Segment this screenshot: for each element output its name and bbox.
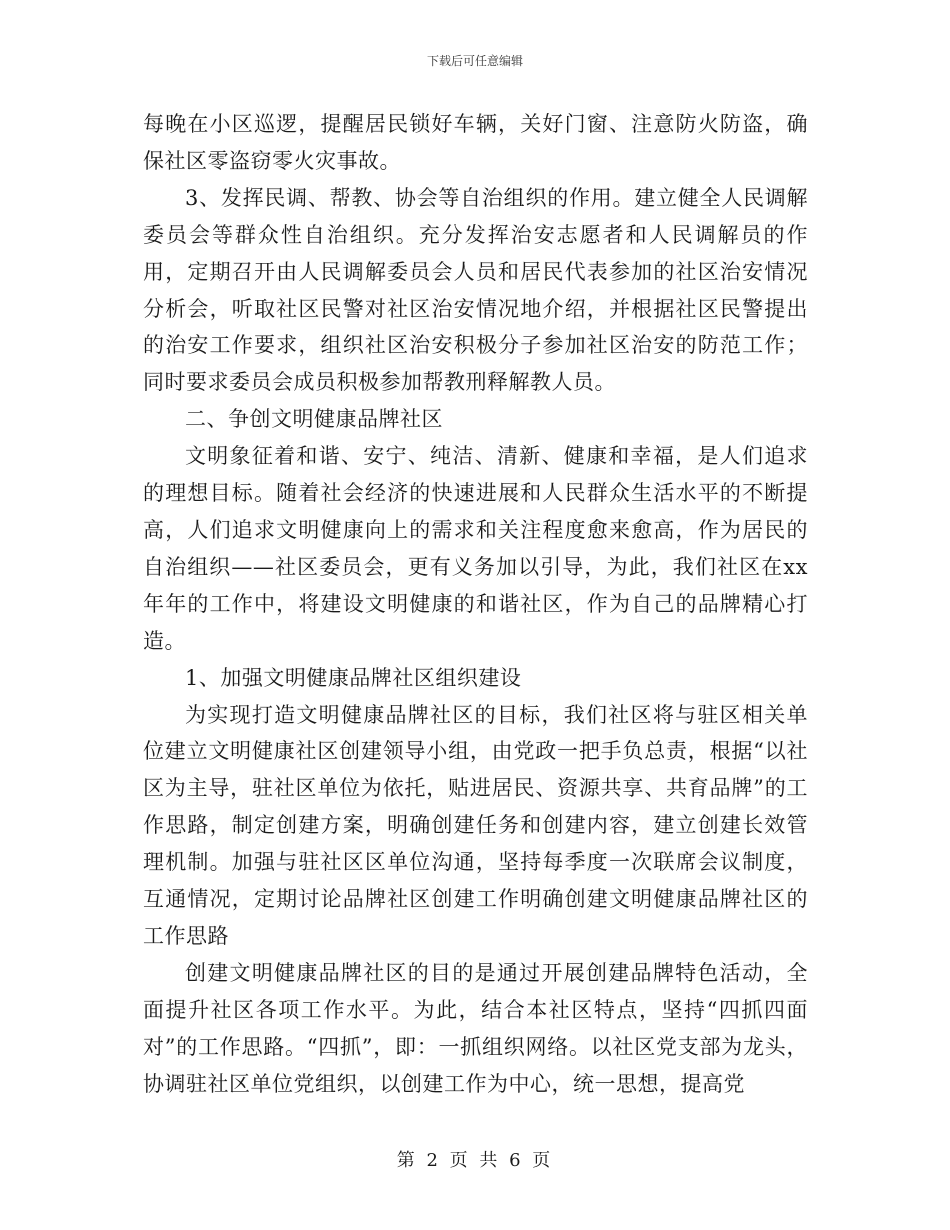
- subsection-heading: 1、加强文明健康品牌社区组织建设: [185, 665, 522, 690]
- section-heading: 二、争创文明健康品牌社区: [185, 407, 443, 432]
- page-header-note: 下载后可任意编辑: [426, 54, 523, 68]
- paragraph: 3、发挥民调、帮教、协会等自治组织的作用。建立健全人民调解委员会等群众性自治组织。充分发挥治安志愿者和人民调解员的作用，定期召开由人民调解委员会人员和居民代表参加的社区治安情况分析会，听取社区民警对社区治安情况地介绍，并根据社区民警提出的治安工作要求，组织社区治安积极分子参加社区治安的防范工作；同时要求委员会成员积极参加帮教刑释解教人员。: [143, 185, 808, 395]
- paragraph: 文明象征着和谐、安宁、纯洁、清新、健康和幸福，是人们追求的理想目标。随着社会经济的快速进展和人民群众生活水平的不断提高，人们追求文明健康向上的需求和关注程度愈来愈高，作为居民的自治组织——社区委员会，更有义务加以引导，为此，我们社区在xx年年的工作中，将建设文明健康的和谐社区，作为自己的品牌精心打造。: [143, 444, 808, 653]
- document-body: [143, 106, 808, 1102]
- page-number-footer: 第 2 页 共 6 页: [396, 1150, 554, 1171]
- paragraph: 每晚在小区巡逻，提醒居民锁好车辆，关好门窗、注意防火防盗，确保社区零盗窃零火灾事故。: [143, 112, 808, 173]
- paragraph: 创建文明健康品牌社区的目的是通过开展创建品牌特色活动，全面提升社区各项工作水平。为此，结合本社区特点，坚持“四抓四面对”的工作思路。“四抓”，即：一抓组织网络。以社区党支部为龙头，协调驻社区单位党组织，以创建工作为中心，统一思想，提高党: [143, 960, 808, 1096]
- paragraph: 为实现打造文明健康品牌社区的目标，我们社区将与驻区相关单位建立文明健康社区创建领导小组，由党政一把手负总责，根据“以社区为主导，驻社区单位为依托，贴进居民、资源共享、共育品牌”的工作思路，制定创建方案，明确创建任务和创建内容，建立创建长效管理机制。加强与驻社区区单位沟通，坚持每季度一次联席会议制度，互通情况，定期讨论品牌社区创建工作明确创建文明健康品牌社区的工作思路: [143, 702, 808, 948]
